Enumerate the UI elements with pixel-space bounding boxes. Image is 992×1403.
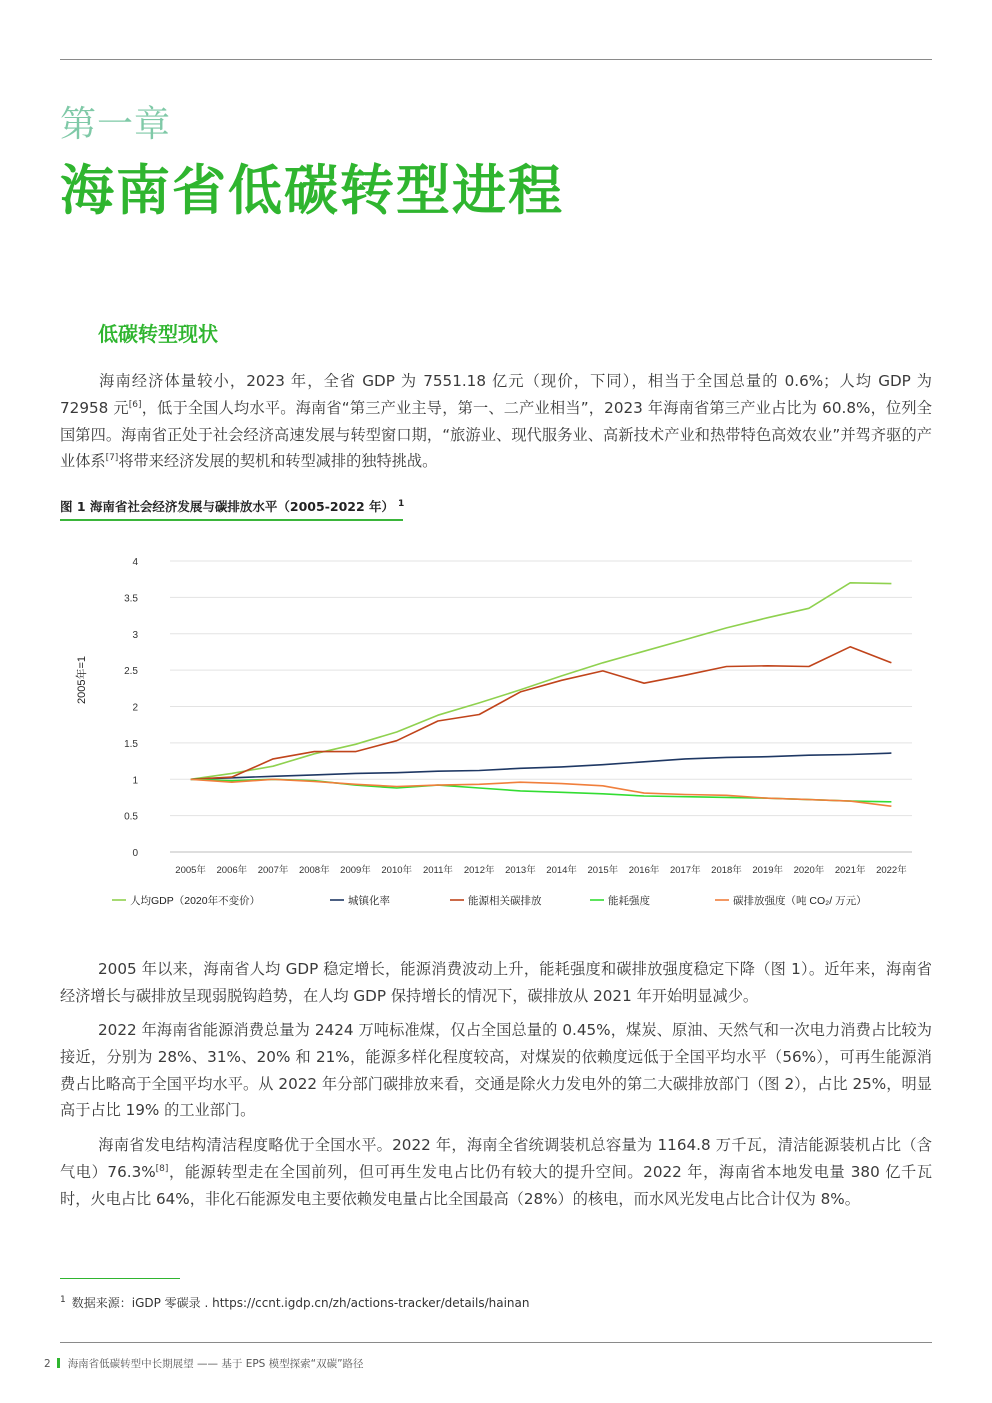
paragraph-4 (60, 1132, 932, 1212)
citation-7[interactable]: [7] (105, 453, 119, 464)
chart-legend (112, 894, 867, 907)
x-tick-label: 2016年 (628, 865, 660, 876)
paragraph-1-part-b: ，低于全国人均水平。海南省“第三产业主导，第一、二产业相当”，2023 年海南省第三产业占比为 60.8%，位列全国第四。海南省正处于社会经济高速发展与转型窗口期，“旅游业、现代服务业、高新技术产业和热带特色高效农业”并驾齐驱的产业体系 (60, 398, 932, 471)
x-tick-label: 2005年 (175, 865, 206, 876)
legend-label: 人均GDP（2020年不变价） (130, 895, 261, 907)
paragraph-1-part-a: 海南经济体量较小，2023 年，全省 GDP 为 7551.18 亿元（现价，下同），相当于全国总量的 0.6%；人均 GDP 为 72958 元 (60, 372, 932, 417)
line-chart (60, 540, 932, 920)
bottom-divider (60, 1342, 932, 1343)
paragraph-3-text: 2022 年海南省能源消费总量为 2424 万吨标准煤，仅占全国总量的 0.45%，煤炭、原油、天然气和一次电力消费占比较为接近，分别为 28%、31%、20% 和 21%，能源多样化程度较高，对煤炭的依赖度远低于全国平均水平（56%），可再生能源消费占比略高于全国平均水平。从 2022 年分部门碳排放来看，交通是除火力发电外的第二大碳排放部门（图 2），占比 25%，明显高于占比 19% 的工业部门。 (60, 1021, 932, 1120)
x-tick-label: 2015年 (587, 865, 619, 876)
page-footer (44, 1356, 364, 1371)
chapter-label: 第一章 (60, 104, 172, 145)
chart-y-axis-label: 2005年=1 (76, 655, 88, 705)
figure-caption-footnote-ref[interactable]: 1 (398, 498, 405, 509)
legend-label: 能耗强度 (608, 895, 650, 907)
chapter-title: 海南省低碳转型进程 (60, 159, 564, 222)
page-number: 2 (44, 1358, 51, 1370)
paragraph-1-part-c: 将带来经济发展的契机和转型减排的独特挑战。 (118, 452, 438, 471)
legend-label: 城镇化率 (348, 895, 390, 907)
y-tick-label: 4 (132, 557, 138, 568)
legend-label: 能源相关碳排放 (468, 895, 542, 907)
x-tick-label: 2020年 (793, 865, 825, 876)
x-tick-label: 2012年 (463, 865, 495, 876)
x-tick-label: 2017年 (669, 865, 701, 876)
x-tick-label: 2006年 (216, 865, 248, 876)
y-tick-label: 2 (132, 702, 138, 714)
footnote (60, 1294, 530, 1311)
figure-caption-text: 图 1 海南省社会经济发展与碳排放水平（2005-2022 年） (60, 499, 395, 514)
paragraph-4-part-a: 海南省发电结构清洁程度略优于全国水平。2022 年，海南全省统调装机总容量为 1164.8 万千瓦，清洁能源装机占比（含气电）76.3% (60, 1136, 932, 1181)
footnote-text[interactable]: 数据来源：iGDP 零碳录 . https://ccnt.igdp.cn/zh/actions-tracker/details/hainan (71, 1296, 530, 1310)
x-tick-label: 2018年 (711, 865, 742, 876)
x-tick-label: 2022年 (876, 865, 907, 876)
top-divider (60, 59, 932, 60)
figure-caption (60, 497, 404, 515)
chart-y-ticks (124, 557, 138, 859)
paragraph-1 (60, 368, 932, 475)
chart-x-ticks (175, 864, 907, 876)
paragraph-4-part-b: ，能源转型走在全国前列，但可再生发电占比仍有较大的提升空间。2022 年，海南省本地发电量 380 亿千瓦时，火电占比 64%，非化石能源发电主要依赖发电量占比全国最高（28%）的核电，而水风光发电占比合计仅为 8%。 (60, 1162, 933, 1208)
y-tick-label: 1.5 (124, 738, 138, 750)
x-tick-label: 2009年 (340, 865, 371, 876)
x-tick-label: 2007年 (257, 865, 289, 876)
y-tick-label: 3.5 (124, 593, 138, 605)
paragraph-2-text: 2005 年以来，海南省人均 GDP 稳定增长，能源消费波动上升，能耗强度和碳排放强度稳定下降（图 1）。近年来，海南省经济增长与碳排放呈现弱脱钩趋势，在人均 GDP 保持增长的情况下，碳排放从 2021 年开始明显减少。 (60, 960, 932, 1005)
footer-text: 海南省低碳转型中长期展望 —— 基于 EPS 模型探索“双碳”路径 (67, 1358, 364, 1370)
section-title: 低碳转型现状 (98, 322, 218, 346)
x-tick-label: 2011年 (422, 865, 453, 876)
x-tick-label: 2014年 (546, 865, 577, 876)
x-tick-label: 2019年 (752, 865, 784, 876)
chart-gridlines (170, 561, 912, 852)
series-line (191, 583, 892, 780)
y-tick-label: 0 (132, 848, 138, 859)
y-tick-label: 2.5 (124, 666, 138, 678)
figure-caption-underline (60, 519, 403, 521)
footnote-number: 1 (60, 1295, 66, 1305)
x-tick-label: 2010年 (381, 865, 413, 876)
x-tick-label: 2021年 (834, 865, 866, 876)
footer-accent-bar (57, 1358, 60, 1368)
chart-series (191, 583, 892, 806)
y-tick-label: 0.5 (124, 811, 138, 823)
y-tick-label: 1 (132, 775, 138, 787)
x-tick-label: 2013年 (505, 865, 536, 876)
footnote-divider (60, 1278, 180, 1279)
y-tick-label: 3 (132, 629, 138, 641)
series-line (191, 779, 892, 806)
x-tick-label: 2008年 (298, 865, 330, 876)
citation-6[interactable]: [6] (128, 399, 142, 410)
paragraph-2 (60, 956, 932, 1010)
legend-label: 碳排放强度（吨 CO₂/ 万元） (733, 895, 867, 907)
series-line (191, 753, 892, 779)
paragraph-3 (60, 1017, 932, 1124)
citation-8[interactable]: [8] (155, 1163, 169, 1174)
